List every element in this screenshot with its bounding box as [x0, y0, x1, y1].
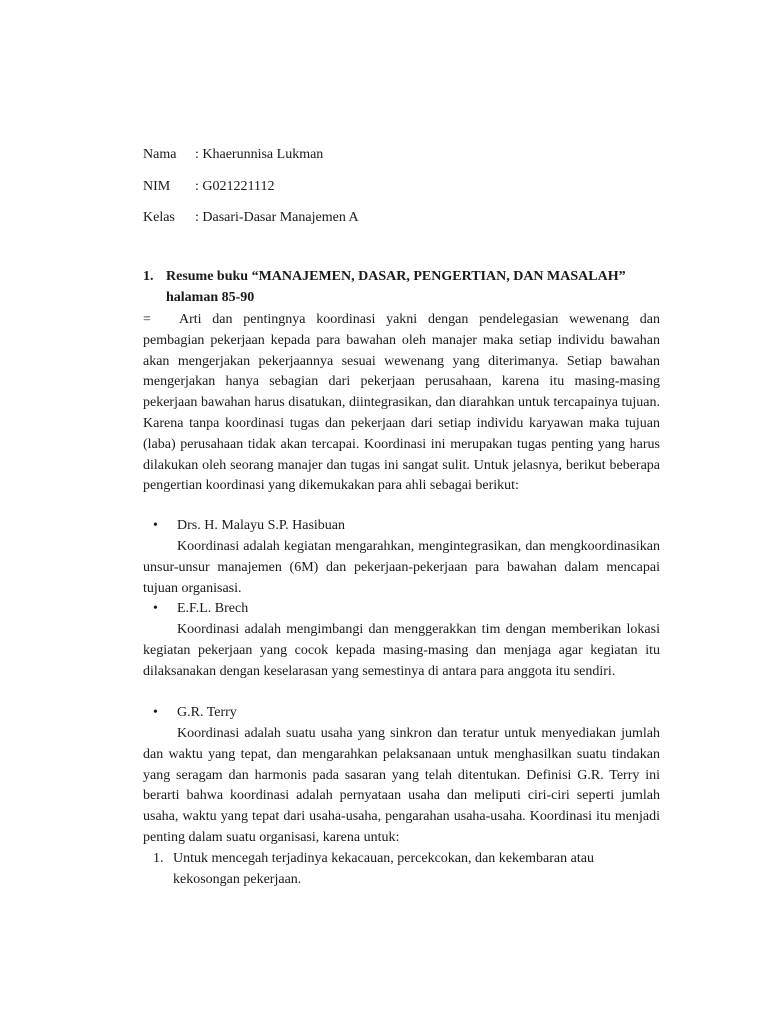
section-heading: [143, 266, 663, 308]
purpose-item: [153, 849, 660, 891]
intro-paragraph: [143, 310, 660, 497]
purpose-text-line1: Untuk mencegah terjadinya kekacauan, percekcokan, dan kekembaran atau: [173, 851, 594, 866]
info-row-nim: [143, 175, 359, 207]
expert-name: E.F.L. Brech: [177, 601, 249, 616]
info-label: Kelas: [143, 210, 175, 225]
expert-definition: [143, 537, 660, 599]
expert-name: G.R. Terry: [177, 705, 237, 720]
info-row-nama: [143, 143, 359, 175]
definition-text: Koordinasi adalah suatu usaha yang sinkron dan teratur untuk menyediakan jumlah dan waktu yang tepat, dan mengarahkan pelaksanaan untuk menghasilkan suatu tindakan yang seragam dan harmonis pada sasaran yang telah ditentukan. Definisi G.R. Terry ini berarti bahwa koordinasi adalah pernyataan usaha dan meliputi ciri-ciri seperti jumlah usaha, waktu yang tepat dari usaha-usaha, pengarahan usaha-usaha. Koordinasi itu menjadi penting dalam suatu organisasi, karena untuk:: [143, 726, 660, 845]
expert-item: [153, 599, 248, 620]
info-label: Nama: [143, 147, 177, 162]
expert-name: Drs. H. Malayu S.P. Hasibuan: [177, 518, 345, 533]
expert-item: [153, 703, 237, 724]
bullet-icon: •: [153, 601, 158, 616]
definition-text: Koordinasi adalah kegiatan mengarahkan, mengintegrasikan, dan mengkoordinasikan unsur-unsur manajemen (6M) dan pekerjaan-pekerjaan para bawahan dalam mencapai tujuan organisasi.: [143, 539, 660, 596]
intro-text: Arti dan pentingnya koordinasi yakni dengan pendelegasian wewenang dan pembagian pekerjaan kepada para bawahan oleh manajer maka setiap individu bawahan akan mengerjakan pekerjaannya sesuai wewenang yang diterimanya. Setiap bawahan mengerjakan hanya sebagian dari pekerjaan perusahaan, karena itu masing-masing pekerjaan bawahan harus disatukan, diintegrasikan, dan diarahkan untuk tercapainya tujuan. Karena tanpa koordinasi tugas dan pekerjaan dari setiap individu karyawan maka tujuan (laba) perusahaan tidak akan tercapai. Koordinasi ini merupakan tugas penting yang harus dilakukan oleh seorang manajer dan tugas ini sangat sulit. Untuk jelasnya, berikut beberapa pengertian koordinasi yang dikemukakan para ahli sebagai berikut:: [143, 312, 660, 494]
info-label: NIM: [143, 178, 171, 194]
bullet-icon: •: [153, 705, 158, 720]
intro-marker: =: [143, 312, 151, 327]
expert-item: [153, 516, 345, 537]
bullet-icon: •: [153, 518, 158, 533]
info-value: : Khaerunnisa Lukman: [195, 147, 324, 162]
expert-definition: [143, 724, 660, 849]
info-value: : G021221112: [195, 178, 275, 194]
section-number: 1.: [143, 269, 154, 284]
expert-definition: [143, 620, 660, 682]
info-row-kelas: [143, 206, 359, 238]
purpose-number: 1.: [153, 851, 164, 866]
definition-text: Koordinasi adalah mengimbangi dan menggerakkan tim dengan memberikan lokasi kegiatan pekerjaan yang cocok kepada masing-masing dan menjaga agar kegiatan itu dilaksanakan dengan keselarasan yang semestinya di antara para anggota itu sendiri.: [143, 622, 660, 679]
purpose-text-line2: kekosongan pekerjaan.: [173, 871, 302, 887]
student-info: [143, 143, 359, 238]
info-value: : Dasari-Dasar Manajemen A: [195, 210, 359, 225]
section-title: Resume buku “MANAJEMEN, DASAR, PENGERTIAN, DAN MASALAH” halaman 85-90: [166, 269, 626, 305]
